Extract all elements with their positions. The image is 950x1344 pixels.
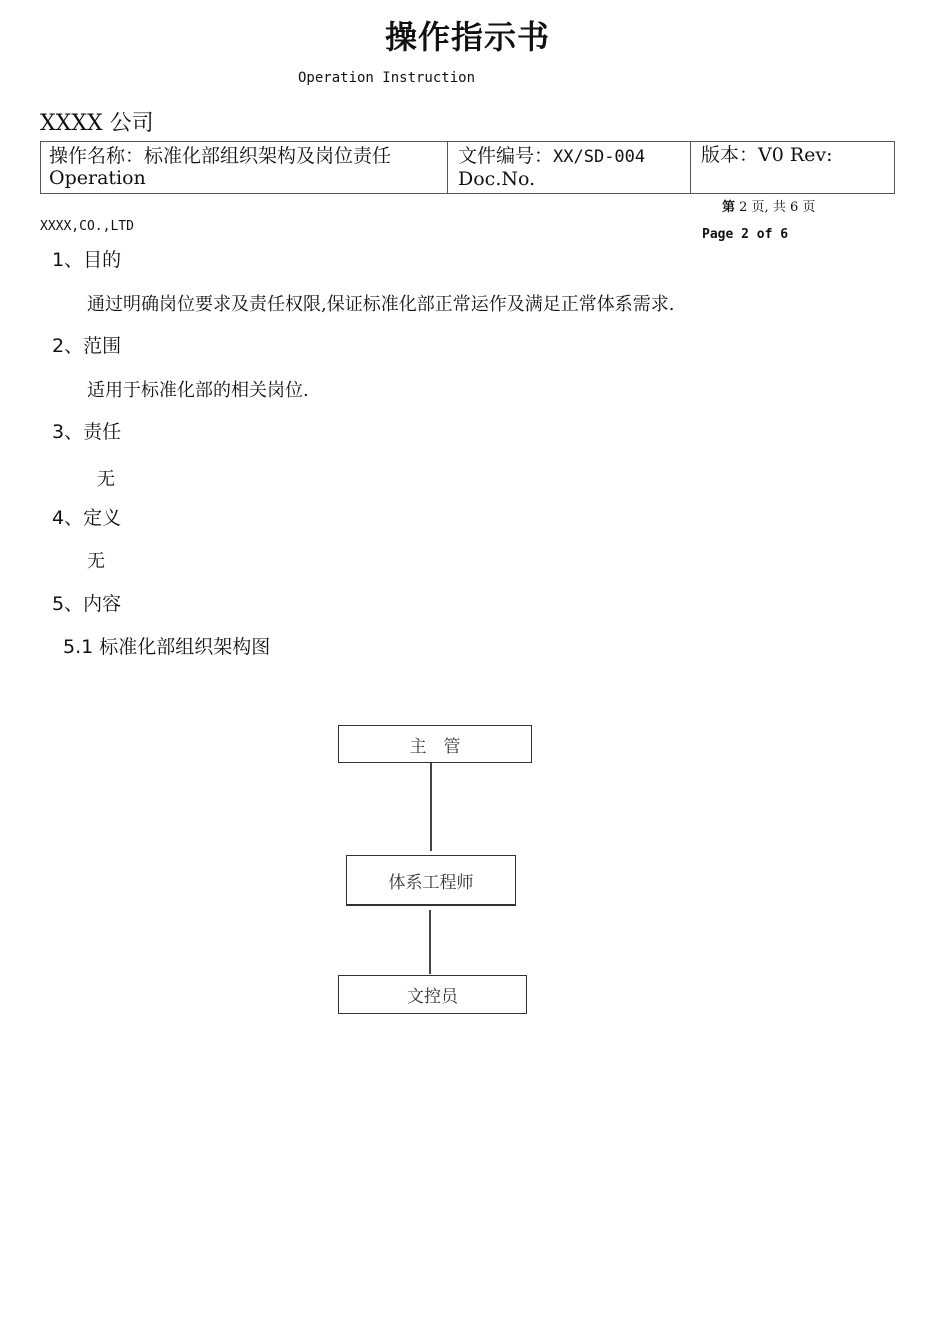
section-body-responsibility: 无	[97, 469, 115, 490]
section-heading-definition: 4、定义	[52, 507, 122, 529]
org-node-supervisor: 主 管	[338, 725, 532, 763]
doc-number-line	[458, 145, 682, 168]
section-body-scope: 适用于标准化部的相关岗位.	[87, 380, 309, 401]
document-subtitle: Operation Instruction	[298, 70, 476, 86]
document-title: 操作指示书	[384, 18, 550, 56]
page-info-cn-prefix: 第	[722, 200, 736, 215]
version-cell	[691, 142, 894, 193]
page-info-cn-rest: 2 页, 共 6 页	[739, 200, 816, 215]
section-body-purpose: 通过明确岗位要求及责任权限,保证标准化部正常运作及满足正常体系需求.	[87, 294, 675, 315]
org-connector-2	[429, 910, 431, 974]
operation-name-en: Operation	[49, 167, 146, 189]
org-node-document-controller: 文控员	[338, 975, 527, 1014]
doc-number-value: XX/SD-004	[553, 147, 646, 167]
company-name-en: XXXX,CO.,LTD	[40, 219, 134, 234]
doc-number-en: Doc.No.	[458, 168, 536, 190]
subsection-heading-org-chart: 5.1 标准化部组织架构图	[63, 636, 271, 658]
version-label: 版本：V0 Rev:	[701, 144, 833, 166]
page-info-cn	[722, 196, 815, 215]
header-table	[40, 141, 895, 194]
section-heading-purpose: 1、目的	[52, 249, 122, 271]
section-heading-responsibility: 3、责任	[52, 421, 122, 443]
section-heading-content: 5、内容	[52, 593, 122, 615]
company-name-cn: XXXX 公司	[40, 111, 154, 136]
doc-number-cell	[448, 142, 691, 193]
section-body-definition: 无	[87, 551, 105, 572]
doc-number-label: 文件编号：	[458, 145, 554, 167]
org-node-system-engineer: 体系工程师	[346, 855, 516, 906]
page-info-en: Page 2 of 6	[702, 227, 789, 242]
section-heading-scope: 2、范围	[52, 335, 122, 357]
org-connector-1	[430, 763, 432, 851]
operation-name-cell	[41, 142, 448, 193]
operation-name-label: 操作名称：标准化部组织架构及岗位责任	[49, 145, 392, 167]
